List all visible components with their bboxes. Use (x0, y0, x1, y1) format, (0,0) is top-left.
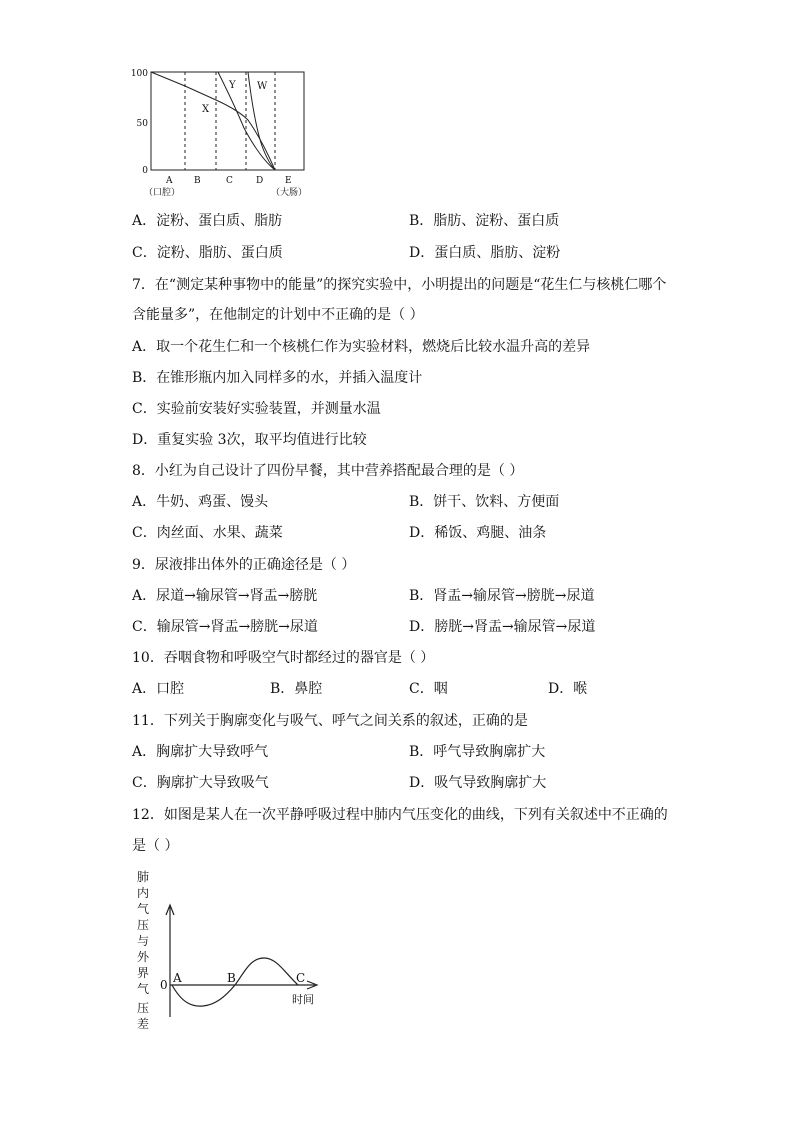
section-d: D (256, 176, 264, 186)
q6-option-c[interactable]: C．淀粉、脂肪、蛋白质 (132, 245, 283, 261)
svg-text:界: 界 (136, 966, 150, 980)
point-a-label: A (173, 971, 182, 985)
q7-option-c[interactable]: C．实验前安装好实验装置，并测量水温 (132, 401, 381, 417)
q11-option-c[interactable]: C．胸廓扩大导致吸气 (132, 775, 269, 791)
curve-label-y: Y (229, 80, 236, 91)
point-c-label: C (296, 971, 306, 985)
q11-option-a[interactable]: A．胸廓扩大导致呼气 (132, 744, 269, 760)
q7-option-a[interactable]: A．取一个花生仁和一个核桃仁作为实验材料，燃烧后比较水温升高的差异 (132, 339, 591, 355)
x-axis-label: 时间 (292, 993, 314, 1006)
q8-option-a[interactable]: A．牛奶、鸡蛋、馒头 (132, 494, 269, 510)
q11-option-b[interactable]: B．呼气导致胸廓扩大 (409, 744, 546, 760)
q6-option-b[interactable]: B．脂肪、淀粉、蛋白质 (409, 213, 560, 229)
digestion-figure (130, 62, 320, 202)
q7-stem-line1: 7．在“测定某种事物中的能量”的探究实验中，小明提出的问题是“花生仁与核桃仁哪个 (132, 277, 667, 293)
svg-text:压: 压 (136, 918, 150, 932)
q12-stem-line2: 是（ ） (132, 838, 179, 854)
svg-text:与: 与 (136, 934, 150, 948)
y-tick-50: 50 (136, 119, 148, 129)
section-a: A (166, 176, 173, 186)
organ-mouth: （口腔） (144, 188, 181, 198)
point-b-label: B (227, 971, 236, 985)
q6-option-a[interactable]: A．淀粉、蛋白质、脂肪 (132, 213, 283, 229)
chart-frame (151, 72, 304, 170)
svg-text:压: 压 (136, 1001, 150, 1015)
svg-text:肺: 肺 (136, 870, 150, 884)
q9-option-c[interactable]: C．输尿管→肾盂→膀胱→尿道 (132, 619, 318, 635)
origin-label: 0 (160, 978, 168, 992)
q11-stem: 11．下列关于胸廓变化与吸气、呼气之间关系的叙述，正确的是 (132, 713, 528, 729)
q7-option-b[interactable]: B．在锥形瓶内加入同样多的水，并插入温度计 (132, 370, 423, 386)
q6-option-d[interactable]: D．蛋白质、脂肪、淀粉 (409, 245, 561, 261)
section-e: E (285, 176, 292, 186)
section-b: B (194, 176, 201, 186)
q10-option-c[interactable]: C．咽 (409, 681, 448, 697)
curve-label-x: X (202, 104, 210, 115)
q8-stem: 8．小红为自己设计了四份早餐，其中营养搭配最合理的是（ ） (132, 463, 524, 479)
organ-large-intestine: （大肠） (271, 188, 308, 198)
q9-option-d[interactable]: D．膀胱→肾盂→输尿管→尿道 (409, 619, 596, 635)
q10-option-a[interactable]: A．口腔 (132, 681, 185, 697)
svg-text:差: 差 (136, 1017, 150, 1031)
y-axis-label (137, 869, 150, 1031)
q10-option-b[interactable]: B．鼻腔 (270, 681, 323, 697)
q9-option-b[interactable]: B．肾盂→输尿管→膀胱→尿道 (409, 588, 595, 604)
q8-option-d[interactable]: D．稀饭、鸡腿、油条 (409, 525, 547, 541)
svg-text:气: 气 (136, 982, 150, 996)
q7-stem-line2: 含能量多”，在他制定的计划中不正确的是（ ） (132, 307, 424, 323)
q12-stem-line1: 12．如图是某人在一次平静呼吸过程中肺内气压变化的曲线，下列有关叙述中不正确的 (132, 807, 668, 823)
q10-stem: 10．吞咽食物和呼吸空气时都经过的器官是（ ） (132, 650, 435, 666)
q8-option-c[interactable]: C．肉丝面、水果、蔬菜 (132, 525, 283, 541)
q10-option-d[interactable]: D．喉 (548, 681, 588, 697)
pressure-figure (130, 865, 330, 1035)
svg-text:内: 内 (136, 886, 150, 900)
q9-stem: 9．尿液排出体外的正确途径是（ ） (132, 557, 356, 573)
section-c: C (226, 176, 233, 186)
q7-option-d[interactable]: D．重复实验 3次，取平均值进行比较 (132, 432, 367, 448)
y-tick-100: 100 (130, 69, 148, 79)
q8-option-b[interactable]: B．饼干、饮料、方便面 (409, 494, 560, 510)
svg-text:气: 气 (136, 902, 150, 916)
q9-option-a[interactable]: A．尿道→输尿管→肾盂→膀胱 (132, 588, 318, 604)
q11-option-d[interactable]: D．吸气导致胸廓扩大 (409, 775, 547, 791)
svg-text:外: 外 (136, 950, 150, 964)
curve-label-w: W (257, 81, 268, 92)
y-tick-0: 0 (142, 166, 148, 176)
